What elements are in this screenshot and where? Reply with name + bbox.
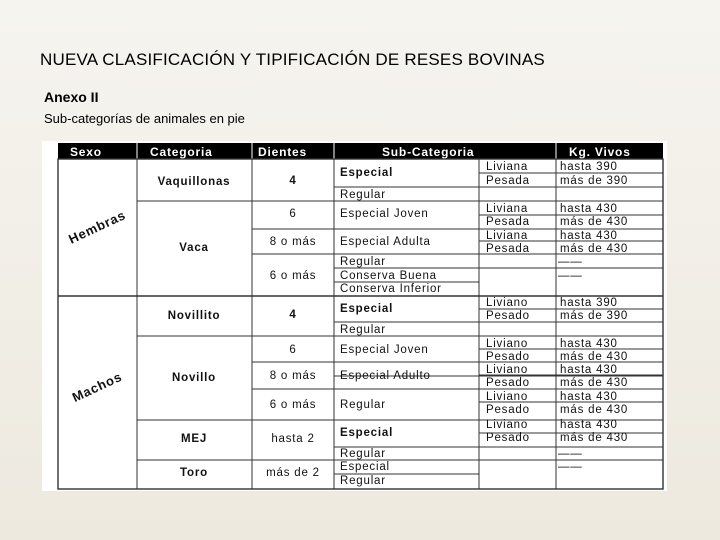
category-novillito: Novillito: [167, 310, 221, 322]
teeth-vaca-6: 6: [289, 208, 297, 220]
category-novillo: Novillo: [172, 372, 216, 384]
weight-vaca-pesada-1: Pesada: [486, 216, 530, 228]
kg-vaca-pesada-1: más de 430: [560, 216, 629, 228]
weight-nov-liviano-3: Liviano: [486, 391, 529, 403]
kg-nov-pesado-3: más de 430: [560, 404, 629, 416]
sub-vaca-regular: Regular: [340, 256, 386, 268]
weight-mej-liviano: Liviano: [486, 419, 529, 431]
sexo-hembras: Hembras: [66, 207, 129, 247]
teeth-vaquillonas: 4: [289, 175, 297, 187]
kg-nvt-pesado: más de 390: [560, 310, 629, 322]
sub-vaca-conserva-buena: Conserva Buena: [340, 270, 437, 282]
annex-subtitle: Anexo II: [44, 89, 99, 105]
teeth-novillo-6: 6: [289, 344, 297, 356]
kg-nov-pesado-2: más de 430: [560, 377, 629, 389]
weight-mej-pesado: Pesado: [486, 432, 530, 444]
classification-table-image: [42, 141, 667, 491]
header-kg-vivos: Kg. Vivos: [569, 145, 631, 159]
category-vaquillonas: Vaquillonas: [157, 176, 231, 188]
category-toro: Toro: [180, 467, 208, 479]
sub-vaca-conserva-inferior: Conserva Inferior: [340, 283, 442, 295]
weight-vaq-pesada: Pesada: [486, 175, 530, 187]
kg-nov-liviano-1: hasta 430: [560, 338, 618, 350]
sub-vaca-especial-adulta: Especial Adulta: [340, 236, 431, 248]
weight-nov-pesado-1: Pesado: [486, 351, 530, 363]
sub-mej-especial: Especial: [340, 427, 394, 439]
teeth-vaca-8: 8 o más: [269, 236, 317, 248]
kg-nov-liviano-2: hasta 430: [560, 364, 618, 376]
kg-mej-pesado: más de 430: [560, 432, 629, 444]
sexo-machos: Machos: [69, 368, 125, 405]
kg-vaca-pesada-2: más de 430: [560, 243, 629, 255]
kg-nov-pesado-1: más de 430: [560, 351, 629, 363]
sub-vaq-especial: Especial: [340, 167, 394, 179]
weight-vaca-liviana-1: Liviana: [486, 203, 529, 215]
sub-mej-regular: Regular: [340, 448, 386, 460]
kg-mej-regular-dash: ——: [558, 448, 583, 460]
sub-toro-regular: Regular: [340, 475, 386, 487]
kg-mej-liviano: hasta 430: [560, 419, 618, 431]
teeth-toro: más de 2: [266, 467, 320, 479]
kg-vaca-conserva-dash: ——: [558, 270, 583, 282]
sub-nov-especial-adulto: Especial Adulto: [340, 370, 431, 382]
header-subcategoria: Sub-Categoria: [382, 145, 475, 159]
category-mej: MEJ: [180, 433, 208, 445]
sub-nvt-regular: Regular: [340, 324, 386, 336]
weight-nov-pesado-3: Pesado: [486, 404, 530, 416]
header-categoria: Categoria: [150, 145, 213, 159]
header-dientes: Dientes: [258, 145, 307, 159]
teeth-novillito: 4: [289, 309, 297, 321]
weight-vaca-pesada-2: Pesada: [486, 243, 530, 255]
header-sexo: Sexo: [70, 145, 102, 159]
page-title: NUEVA CLASIFICACIÓN Y TIPIFICACIÓN DE RESES BOVINAS: [40, 50, 545, 69]
weight-nov-liviano-2: Liviano: [486, 364, 529, 376]
sub-nov-regular: Regular: [340, 399, 386, 411]
teeth-novillo-6-mas: 6 o más: [269, 399, 317, 411]
sub-vaq-regular: Regular: [340, 189, 386, 201]
kg-vaca-liviana-1: hasta 430: [560, 203, 618, 215]
teeth-vaca-6-mas: 6 o más: [269, 270, 317, 282]
sub-toro-especial: Especial: [340, 461, 390, 473]
category-vaca: Vaca: [179, 242, 209, 254]
weight-nvt-liviano: Liviano: [486, 297, 529, 309]
sub-nvt-especial: Especial: [340, 303, 394, 315]
kg-toro-dash: ——: [558, 461, 583, 473]
kg-vaq-liviana: hasta 390: [560, 161, 618, 173]
kg-vaca-regular-dash: ——: [558, 256, 583, 268]
weight-nov-pesado-2: Pesado: [486, 377, 530, 389]
kg-vaq-pesada: más de 390: [560, 175, 629, 187]
kg-vaca-liviana-2: hasta 430: [560, 230, 618, 242]
kg-nov-liviano-3: hasta 430: [560, 391, 618, 403]
teeth-mej: hasta 2: [271, 433, 315, 445]
kg-nvt-liviano: hasta 390: [560, 297, 618, 309]
weight-nov-liviano-1: Liviano: [486, 338, 529, 350]
sub-nov-especial-joven: Especial Joven: [340, 344, 429, 356]
sub-vaca-especial-joven: Especial Joven: [340, 208, 429, 220]
weight-vaca-liviana-2: Liviana: [486, 230, 529, 242]
weight-nvt-pesado: Pesado: [486, 310, 530, 322]
classification-table: [42, 141, 667, 491]
weight-vaq-liviana: Liviana: [486, 161, 529, 173]
annex-description: Sub-categorías de animales en pie: [44, 111, 245, 126]
teeth-novillo-8: 8 o más: [269, 370, 317, 382]
